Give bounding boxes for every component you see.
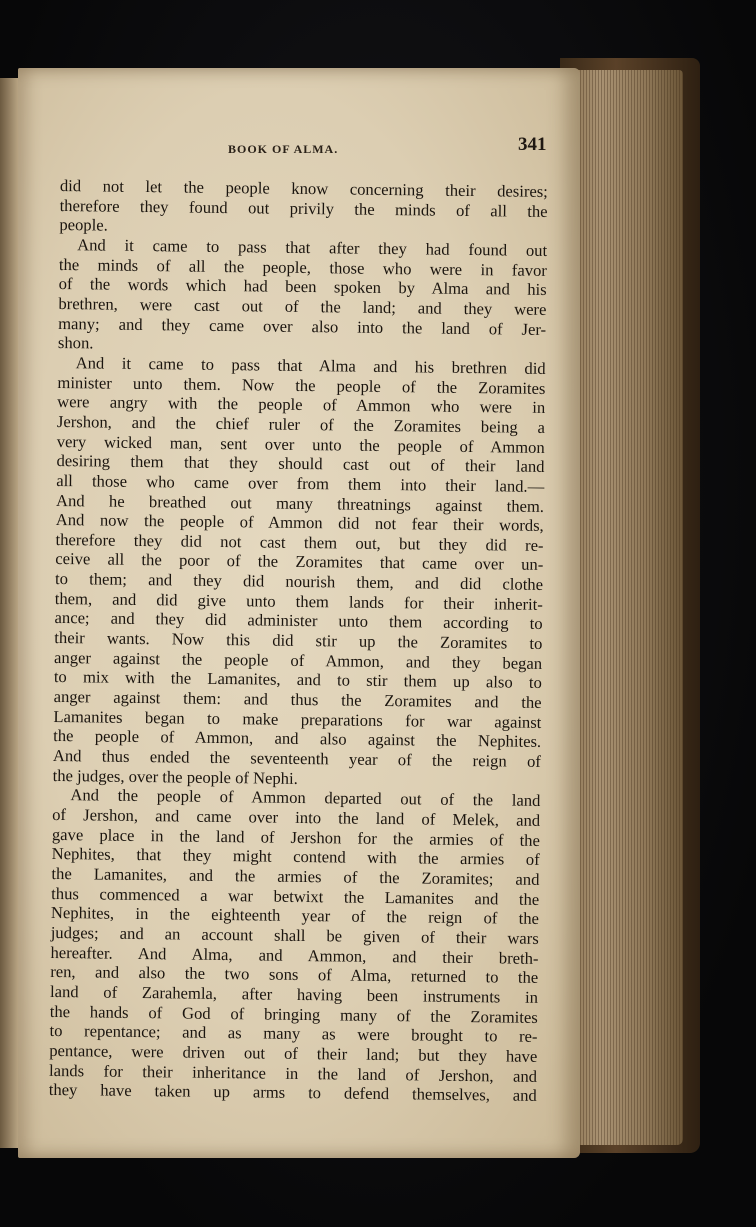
text-line: anger against them: and thus the Zoramites and the: [53, 687, 542, 712]
text-line: Nephites, in the eighteenth year of the reign of the: [50, 903, 540, 929]
text-line: the people of Ammon, and also against the Nephites.: [53, 726, 542, 752]
body-text: [49, 176, 548, 1106]
text-line: And now the people of Ammon did not fear their words,: [55, 510, 544, 536]
text-line: were angry with the people of Ammon who were in: [57, 392, 546, 418]
text-line: hereafter. And Alma, and Ammon, and their breth-: [50, 942, 539, 968]
text-line: ren, and also the two sons of Alma, returned to the: [50, 962, 539, 988]
text-line: their wants. Now this did stir up the Zoramites to: [54, 628, 543, 654]
text-line: And thus ended the seventeenth year of the reign of: [52, 745, 541, 771]
text-line: very wicked man, sent over unto the people of Ammon: [56, 431, 545, 457]
text-line: to repentance; and as many as were brought to re-: [49, 1021, 538, 1047]
text-line: people.: [59, 215, 108, 235]
text-line: the hands of God of bringing many of the Zoramites: [49, 1001, 538, 1027]
text-line: the Lamanites, and the armies of the Zoramites; and: [51, 863, 540, 889]
text-line: shon.: [57, 333, 94, 353]
text-line: the judges, over the people of Nephi.: [52, 765, 298, 788]
text-line: anger against the people of Ammon, and they began: [54, 647, 543, 673]
facing-page-edge: [0, 78, 18, 1148]
text-line: brethren, were cast out of the land; and they were: [58, 293, 547, 319]
text-line: of Jershon, and came over into the land of Melek, and: [52, 804, 541, 830]
text-line: the minds of all the people, those who were in favor: [58, 254, 548, 280]
text-line: did not let the people know concerning their desires;: [59, 176, 548, 201]
text-line: of the words which had been spoken by Alma and his: [58, 274, 547, 300]
text-line: therefore they did not cast them out, but they did re-: [55, 529, 544, 555]
page-fore-edge: [565, 70, 683, 1145]
text-line: they have taken up arms to defend themselves, and: [48, 1080, 537, 1106]
text-line: thus commenced a war betwixt the Lamanites and the: [51, 883, 540, 909]
text-line: ceive all the poor of the Zoramites that came over un-: [55, 549, 544, 575]
text-line: And the people of Ammon departed out of the land: [70, 785, 541, 811]
text-line: land of Zarahemla, after having been instruments in: [49, 981, 539, 1007]
text-line: to mix with the Lamanites, and to stir them up also to: [53, 667, 542, 693]
text-line: to them; and they did nourish them, and did clothe: [54, 569, 544, 595]
text-line: therefore they found out privily the minds of all the: [59, 195, 548, 221]
running-head: BOOK OF ALMA.: [228, 142, 339, 156]
text-line: And it came to pass that Alma and his brethren did: [75, 353, 546, 378]
text-line: Lamanites began to make preparations for war against: [53, 706, 542, 732]
text-line: And he breathed out many threatnings against them.: [55, 490, 545, 516]
text-line: judges; and an account shall be given of their wars: [50, 922, 539, 948]
text-line: all those who came over from them into their land.—: [56, 470, 545, 496]
text-line: minister unto them. Now the people of the Zoramites: [57, 372, 546, 398]
text-line: Jershon, and the chief ruler of the Zoramites being a: [56, 411, 546, 437]
text-line: desiring them that they should cast out of their land: [56, 451, 545, 477]
text-line: gave place in the land of Jershon for the armies of the: [51, 824, 541, 850]
text-line: And it came to pass that after they had found out: [77, 235, 548, 260]
text-line: Nephites, that they might contend with the armies of: [51, 844, 540, 870]
text-line: pentance, were driven out of their land; but they have: [49, 1040, 538, 1066]
text-line: many; and they came over also into the land of Jer-: [58, 313, 547, 339]
text-line: them, and did give unto them lands for their inherit-: [54, 588, 543, 614]
book-page: [18, 68, 580, 1158]
book: [0, 58, 700, 1158]
page-number: 341: [518, 134, 547, 155]
text-line: ance; and they did administer unto them according to: [54, 608, 543, 634]
text-line: lands for their inheritance in the land of Jershon, and: [48, 1060, 538, 1086]
